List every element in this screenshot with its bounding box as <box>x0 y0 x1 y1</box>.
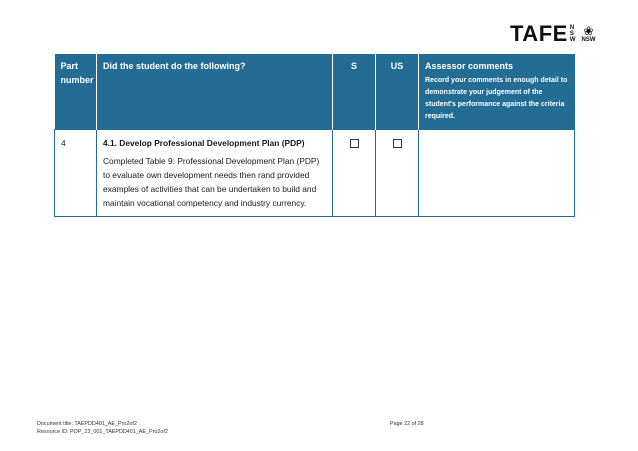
assessor-comments-title: Assessor comments <box>425 61 514 71</box>
unsatisfactory-checkbox[interactable] <box>393 139 402 148</box>
footer-info <box>37 420 168 436</box>
row-criteria-body: Completed Table 9: Professional Development Plan (PDP) to evaluate own development needs then rand provided examples of activities that can be undertaken to build and maintain vocational competency and industry currency. <box>103 156 320 208</box>
assessor-comments-hint: Record your comments in enough detail to demonstrate your judgement of the student's performance against the criteria required. <box>425 77 568 120</box>
assessment-table <box>54 54 575 217</box>
row-criteria-title: 4.1. Develop Professional Development Plan (PDP) <box>103 138 305 148</box>
row-s-cell <box>333 130 376 217</box>
header-part-number: Part number <box>55 54 97 130</box>
table-row <box>55 130 575 217</box>
header-unsatisfactory: US <box>376 54 419 130</box>
page-number: Page 22 of 28 <box>390 421 424 427</box>
logo-subtext <box>570 25 576 43</box>
logo-sub-n: N <box>569 25 575 31</box>
nsw-text: NSW <box>581 36 596 43</box>
row-us-cell <box>376 130 419 217</box>
nsw-emblem <box>581 25 595 44</box>
logo-text: TAFE <box>510 21 568 46</box>
tafe-nsw-logo <box>510 22 595 46</box>
logo-sub-s: S <box>569 31 574 37</box>
waratah-icon: ❀ <box>583 23 594 38</box>
row-criteria <box>97 130 333 217</box>
resource-id: Resource ID: POP_23_001_TAEPDD401_AE_Pro2of2 <box>37 429 168 435</box>
header-did-student: Did the student do the following? <box>97 54 333 130</box>
header-assessor-comments <box>419 54 575 130</box>
table-header-row <box>55 54 575 130</box>
logo-sub-w: W <box>569 37 576 43</box>
header-satisfactory: S <box>333 54 376 130</box>
row-assessor-comment[interactable] <box>419 130 575 217</box>
satisfactory-checkbox[interactable] <box>350 139 359 148</box>
document-title: Document title: TAEPDD401_AE_Pro2of2 <box>37 421 137 427</box>
row-part-number: 4 <box>55 130 97 217</box>
